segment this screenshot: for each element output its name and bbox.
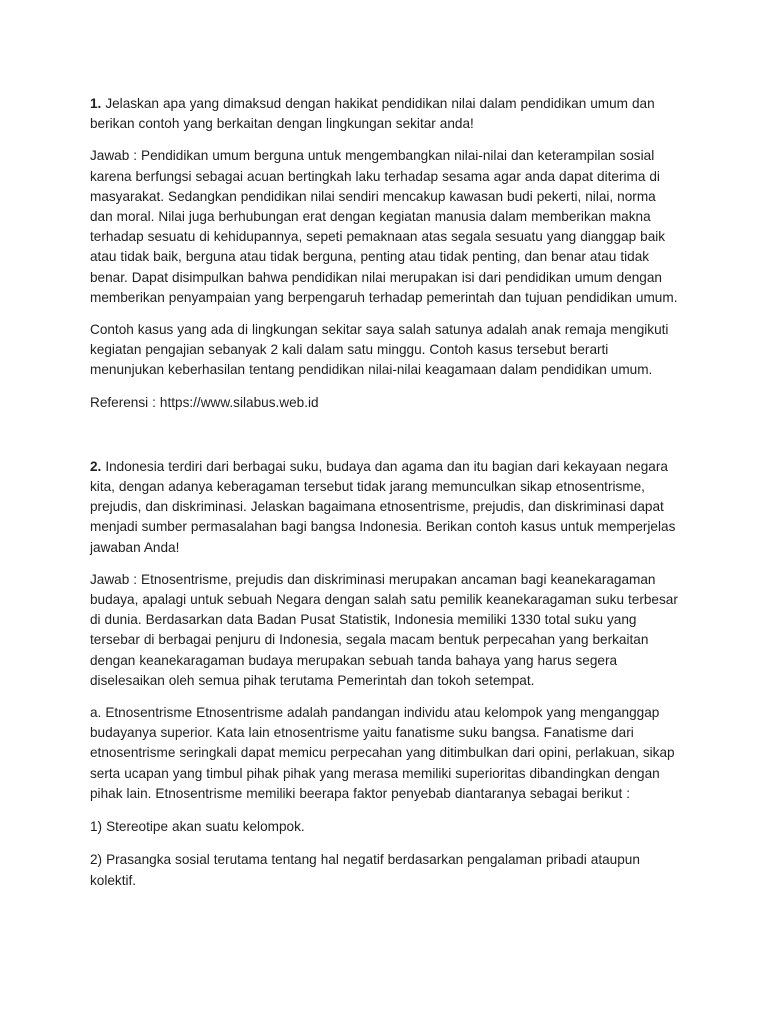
answer-2-section-a: a. Etnosentrisme Etnosentrisme adalah pandangan individu atau kelompok yang menganggap budayanya superior. Kata lain etnosentrisme yaitu fanatisme suku bangsa. Fanatisme dari etnosentrisme seringkali dapat memicu perpecahan yang ditimbulkan dari opini, perlakuan, sikap serta ucapan yang timbul pihak pihak yang merasa memiliki superioritas dibandingkan dengan pihak lain. Etnosentrisme memiliki beerapa faktor penyebab diantaranya sebagai berikut : [90, 705, 675, 801]
question-2 [90, 457, 680, 558]
question-2-text: Indonesia terdiri dari berbagai suku, budaya dan agama dan itu bagian dari kekayaan negara kita, dengan adanya keberagaman tersebut tidak jarang memunculkan sikap etnosentrisme, prejudis, dan diskriminasi. Jelaskan bagaimana etnosentrisme, prejudis, dan diskriminasi dapat menjadi sumber permasalahan bagi bangsa Indonesia. Berikan contoh kasus untuk memperjelas jawaban Anda! [90, 458, 676, 555]
question-1-number: 1. [90, 96, 102, 111]
answer-2: Jawab : Etnosentrisme, prejudis dan diskriminasi merupakan ancaman bagi keanekaragaman budaya, apalagi untuk sebuah Negara dengan salah satu pemilik keanekaragaman suku terbesar di dunia. Berdasarkan data Badan Pusat Statistik, Indonesia memiliki 1330 total suku yang tersebar di berbagai penjuru di Indonesia, segala macam bentuk perpecahan yang berkaitan dengan keanekaragaman budaya merupakan sebuah tanda bahaya yang harus segera diselesaikan oleh semua pihak terutama Pemerintah dan tokoh setempat. [90, 571, 678, 688]
list-item-2: 2) Prasangka sosial terutama tentang hal negatif berdasarkan pengalaman pribadi ataupun kolektif. [90, 852, 640, 888]
answer-1-case: Contoh kasus yang ada di lingkungan sekitar saya salah satunya adalah anak remaja mengikuti kegiatan pengajian sebanyak 2 kali dalam satu minggu. Contoh kasus tersebut berarti menunjukan keberhasilan tentang pendidikan nilai-nilai keagamaan dalam pendidikan umum. [90, 322, 669, 378]
question-1 [90, 94, 680, 134]
question-1-text: Jelaskan apa yang dimaksud dengan hakikat pendidikan nilai dalam pendidikan umum dan berikan contoh yang berkaitan dengan lingkungan sekitar anda! [90, 96, 655, 132]
answer-1: Jawab : Pendidikan umum berguna untuk mengembangkan nilai-nilai dan keterampilan sosial karena berfungsi sebagai acuan bertingkah laku terhadap sesama agar anda dapat diterima di masyarakat. Sedangkan pendidikan nilai sendiri mencakup kawasan budi pekerti, nilai, norma dan moral. Nilai juga berhubungan erat dengan kegiatan manusia dalam memberikan makna terhadap sesuatu di kehidupannya, sepeti pemaknaan atas segala sesuatu yang dianggap baik atau tidak baik, berguna atau tidak berguna, penting atau tidak penting, dan benar atau tidak benar. Dapat disimpulkan bahwa pendidikan nilai merupakan isi dari pendidikan umum dengan memberikan penyampaian yang berpengaruh terhadap pemerintah dan tujuan pendidikan umum. [90, 148, 678, 305]
question-2-number: 2. [90, 458, 102, 474]
list-item-1: 1) Stereotipe akan suatu kelompok. [90, 819, 305, 835]
answer-1-reference: Referensi : https://www.silabus.web.id [90, 394, 319, 410]
